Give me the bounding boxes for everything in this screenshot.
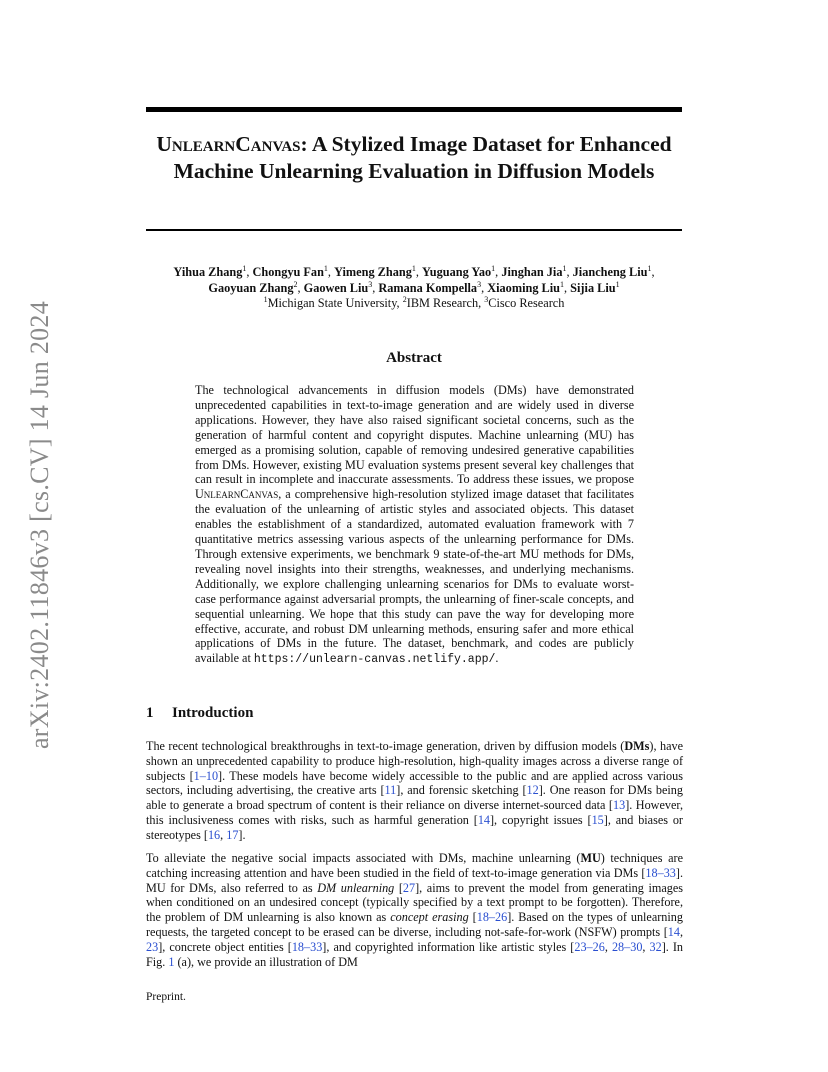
affil-mark: 1 (647, 264, 652, 273)
intro-paragraph-2: To alleviate the negative social impacts associated with DMs, machine unlearning (MU) techniques are catching increasing attention and have been studied in the field of text-to-image generation via DMs [18–33]. MU for DMs, also referred to as DM unlearning [27], aims to prevent the model from generating images when conditioned on an undesired concept (typically specified by a text prompt to be forgotten). Therefore, the problem of DM unlearning is also known as concept erasing [18–26]. Based on the types of unlearning requests, the targeted concept to be erased can be diverse, including not-safe-for-work (NSFW) prompts [14, 23], concrete object entities [18–33], and copyrighted information like artistic styles [23–26, 28–30, 32]. In Fig. 1 (a), we provide an illustration of DM (146, 851, 684, 969)
citation-link[interactable]: 27 (402, 880, 416, 895)
abstract-text: The technological advancements in diffusion models (DMs) have demonstrated unprecedented capabilities in text-to-image generation and are widely used in diverse applications. However, they have also raised significant societal concerns, such as the generation of harmful content and copyright disputes. Machine unlearning (MU) has emerged as a promising solution, capable of removing undesired generative capabilities from DMs. However, existing MU evaluation systems present several key challenges that can result in incomplete and inaccurate assessments. To address these issues, we propose (195, 383, 634, 487)
citation-link[interactable]: 1–10 (193, 768, 219, 783)
text-run: ), have shown an unprecedented capability to produce high-resolution, high-quality images across a diverse range of subjects [ (146, 739, 683, 783)
italic-term: DM unlearning (317, 880, 395, 895)
text-run: ], and copyrighted information like artistic styles [ (322, 939, 575, 954)
paper-title (146, 131, 682, 185)
text-run: ]. MU for DMs, also referred to as (146, 865, 683, 895)
text-run: ]. (238, 827, 246, 842)
author: Jiancheng Liu (572, 265, 648, 279)
bold-term: MU (580, 851, 601, 865)
text-run: (a), we provide an illustration of DM (174, 954, 358, 969)
author-block (140, 265, 688, 312)
affiliation: Michigan State University, (267, 296, 403, 310)
affil-mark: 3 (477, 279, 482, 289)
affil-mark: 1 (242, 264, 247, 273)
text-run: The recent technological breakthroughs in text-to-image generation, driven by diffusion models ( (146, 739, 625, 753)
author: Jinghan Jia (501, 265, 563, 279)
text-run: ]. Based on the types of unlearning requests, the targeted concept to be erased can be diverse, including not-safe-for-work (NSFW) prompts [ (146, 910, 683, 939)
affiliation: IBM Research, (406, 296, 485, 310)
author: Yuguang Yao (422, 265, 492, 279)
citation-link[interactable]: 13 (613, 798, 626, 813)
citation-link[interactable]: 11 (384, 783, 397, 798)
text-run: ]. These models have become widely accessible to the public and are applied across various sectors, including advertising, the creative arts [ (146, 768, 683, 798)
text-run: ], aims to prevent the model from generating images when conditioned on an undesired concept (typically specified by a text prompt to be forgotten). Therefore, the problem of DM unlearning is also known as (146, 880, 683, 925)
citation-link[interactable]: 23 (146, 939, 159, 954)
text-run: ]. However, this inclusiveness comes with risks, such as harmful generation [ (146, 798, 683, 827)
text-run: [ (394, 880, 403, 895)
title-dataset-name: UnlearnCanvas (156, 132, 301, 156)
text-run: ], and forensic sketching [ (396, 783, 527, 798)
affil-mark: 1 (411, 264, 416, 273)
affiliation: Cisco Research (488, 296, 565, 310)
citation-link[interactable]: 18–33 (291, 939, 323, 954)
affil-mark: 2 (402, 295, 407, 304)
citation-link[interactable]: 18–26 (476, 910, 508, 925)
abstract-text: , a comprehensive high-resolution stylized image dataset that facilitates the evaluation of the unlearning of artistic styles and associated objects. This dataset enables the establishment of a standardized, automated evaluation framework with 7 quantitative metrics assessing various aspects of the unlearning performance for DMs. Through extensive experiments, we benchmark 9 state-of-the-art MU methods for DMs, revealing novel insights into their strengths, weaknesses, and underlying mechanisms. Additionally, we explore challenging unlearning scenarios for DMs to evaluate worst-case performance against adversarial prompts, the unlearning of finer-scale concepts, and sequential unlearning. We hope that this study can pave the way for developing more effective, accurate, and robust DM unlearning methods, ensuring safer and more ethical applications of DMs in the future. The dataset, benchmark, and codes are publicly available at (195, 487, 634, 666)
affil-mark: 1 (263, 295, 268, 304)
bold-term: DMs (624, 739, 650, 753)
affil-mark: 1 (562, 264, 567, 273)
citation-link[interactable]: 14 (477, 812, 490, 827)
citation-link[interactable]: 12 (526, 783, 539, 798)
footer-note: Preprint. (146, 991, 186, 1003)
citation-link[interactable]: 16 (207, 827, 221, 842)
citation-link[interactable]: 32 (649, 939, 662, 954)
text-run: ], and biases or stereotypes [ (146, 812, 683, 842)
abstract-text: . (495, 651, 499, 666)
citation-link[interactable]: 28–30 (611, 939, 643, 954)
section-title: Introduction (172, 705, 254, 721)
dataset-name: UnlearnCanvas (195, 487, 279, 502)
author: Chongyu Fan (252, 265, 324, 279)
text-run: ) techniques are catching increasing attention and have been studied in the field of text-to-image generation via DMs [ (146, 851, 683, 880)
arxiv-sidebar (20, 290, 60, 760)
author: Ramana Kompella (378, 280, 478, 295)
affil-mark: 1 (615, 279, 620, 289)
abstract-heading: Abstract (386, 350, 442, 366)
italic-term: concept erasing (390, 910, 469, 925)
affil-mark: 1 (560, 279, 565, 289)
text-run: ], concrete object entities [ (158, 939, 292, 954)
title-rule-top (146, 107, 682, 112)
affil-mark: 2 (293, 279, 298, 289)
project-url[interactable]: https://unlearn-canvas.netlify.app/ (253, 653, 496, 667)
intro-paragraph-1: The recent technological breakthroughs in text-to-image generation, driven by diffusion models (DMs), have shown an unprecedented capability to produce high-resolution, high-quality images across a diverse range of subjects [1–10]. These models have become widely accessible to the public and are applied across various sectors, including advertising, the creative arts [11], and forensic sketching [12]. One reason for DMs being able to generate a broad spectrum of content is their reliance on diverse internet-sourced data [13]. However, this inclusiveness comes with risks, such as harmful generation [14], copyright issues [15], and biases or stereotypes [16, 17]. (146, 739, 683, 842)
author-line-1: Yihua Zhang$^1$, Chongyu Fan$^1$, Yimeng Zhang$^1$, Yuguang Yao$^1$, Jinghan Jia$^1$, Jiancheng Liu$^1$, (173, 264, 655, 279)
text-run: ], copyright issues [ (490, 812, 592, 827)
affil-mark: 1 (491, 264, 496, 273)
text-run: To alleviate the negative social impacts associated with DMs, machine unlearning ( (146, 851, 581, 865)
citation-link[interactable]: 23–26 (574, 939, 605, 954)
affil-mark: 3 (368, 279, 373, 289)
section-heading-introduction (146, 705, 253, 722)
author: Xiaoming Liu (487, 280, 561, 295)
arxiv-identifier: arXiv:2402.11846v3 [cs.CV] 14 Jun 2024 (25, 300, 55, 750)
text-run: ]. In Fig. (146, 939, 684, 969)
author: Yimeng Zhang (334, 265, 412, 279)
affil-mark: 1 (323, 264, 328, 273)
abstract-body (195, 383, 634, 668)
author: Sijia Liu (570, 280, 616, 295)
affil-mark: 3 (484, 295, 489, 304)
author: Gaowen Liu (303, 280, 369, 295)
citation-link[interactable]: 18–33 (645, 865, 676, 880)
citation-link[interactable]: 15 (591, 812, 604, 827)
author: Gaoyuan Zhang (208, 280, 294, 295)
author: Yihua Zhang (173, 265, 243, 279)
author-line-2: Gaoyuan Zhang$^2$, Gaowen Liu$^3$, Ramana Kompella$^3$, Xiaoming Liu$^1$, Sijia Liu$^1$ (208, 279, 620, 295)
affiliations (140, 296, 688, 312)
citation-link[interactable]: 14 (667, 924, 680, 939)
title-rule-bottom (146, 229, 682, 231)
citation-link[interactable]: 17 (226, 827, 239, 842)
section-number: 1 (146, 705, 154, 721)
text-run: [ (468, 910, 477, 925)
text-run: ]. One reason for DMs being able to generate a broad spectrum of content is their reliance on diverse internet-sourced data [ (146, 783, 683, 813)
title-text: : A Stylized Image Dataset for Enhanced Machine Unlearning Evaluation in Diffusion Models (173, 132, 672, 183)
figure-link[interactable]: 1 (168, 954, 175, 969)
